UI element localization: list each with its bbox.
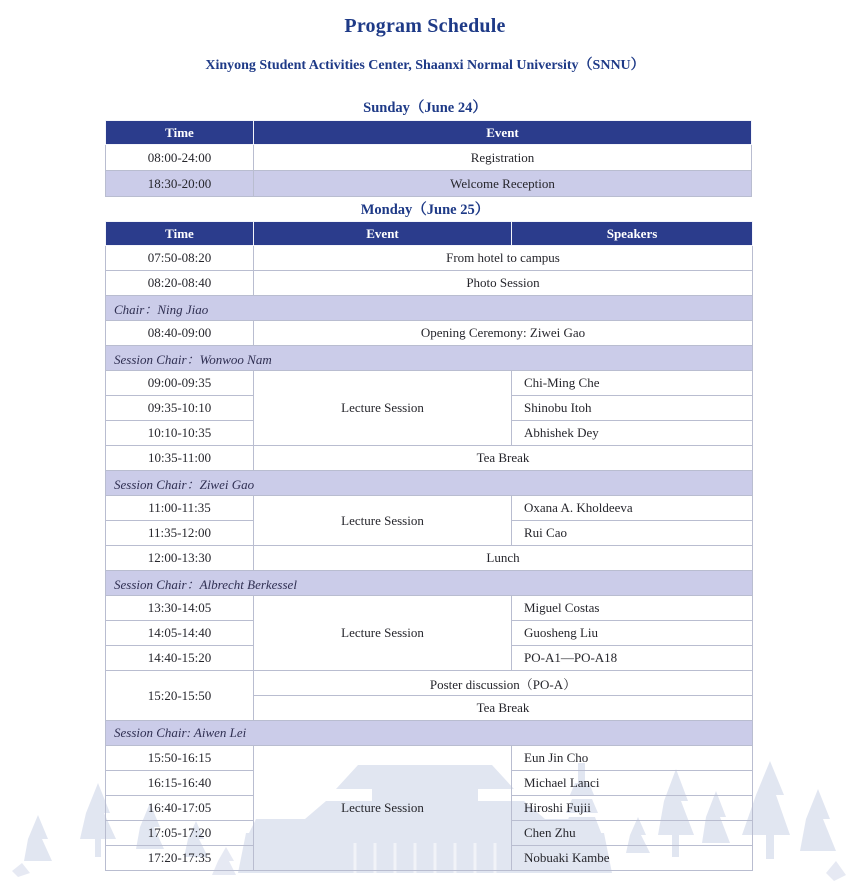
schedule-row <box>106 271 753 296</box>
time-cell: 10:10-10:35 <box>106 421 254 446</box>
speaker-cell: Hiroshi Fujii <box>512 796 753 821</box>
chair-cell: Session Chair: Aiwen Lei <box>106 721 753 746</box>
schedule-row <box>106 496 753 521</box>
speaker-cell: Abhishek Dey <box>512 421 753 446</box>
time-cell: 12:00-13:30 <box>106 546 254 571</box>
schedule-row <box>106 596 753 621</box>
schedule-row <box>106 546 753 571</box>
schedule-row <box>106 145 752 171</box>
speaker-cell: Oxana A. Kholdeeva <box>512 496 753 521</box>
session-cell: Lecture Session <box>254 746 512 871</box>
time-cell: 16:40-17:05 <box>106 796 254 821</box>
time-cell: 08:00-24:00 <box>106 145 254 171</box>
time-cell: 07:50-08:20 <box>106 246 254 271</box>
merged-cell: Tea Break <box>254 446 753 471</box>
schedule-row <box>106 321 753 346</box>
time-cell: 08:40-09:00 <box>106 321 254 346</box>
page-title: Program Schedule <box>344 15 506 37</box>
sunday-heading: Sunday（June 24） <box>363 100 487 116</box>
time-cell: 13:30-14:05 <box>106 596 254 621</box>
merged-cell: Registration <box>254 145 752 171</box>
merged-cell: Photo Session <box>254 271 753 296</box>
chair-row <box>106 721 753 746</box>
time-cell: 09:35-10:10 <box>106 396 254 421</box>
time-cell: 10:35-11:00 <box>106 446 254 471</box>
column-header-time: Time <box>106 222 254 246</box>
speaker-cell: Michael Lanci <box>512 771 753 796</box>
column-header-time: Time <box>106 121 254 145</box>
time-cell: 11:35-12:00 <box>106 521 254 546</box>
merged-cell: Lunch <box>254 546 753 571</box>
schedule-row <box>106 746 753 771</box>
chair-row <box>106 296 753 321</box>
schedule-row <box>106 246 753 271</box>
time-cell: 16:15-16:40 <box>106 771 254 796</box>
speaker-cell: Miguel Costas <box>512 596 753 621</box>
chair-row <box>106 346 753 371</box>
merged-cell: Poster discussion（PO-A） <box>254 671 753 696</box>
schedule-row <box>106 171 752 197</box>
speaker-cell: Nobuaki Kambe <box>512 846 753 871</box>
column-header-event: Event <box>254 222 512 246</box>
time-cell: 09:00-09:35 <box>106 371 254 396</box>
speaker-cell: Guosheng Liu <box>512 621 753 646</box>
header-row <box>106 121 752 145</box>
column-header-event: Event <box>254 121 752 145</box>
monday-schedule-table <box>105 221 753 871</box>
time-cell: 15:20-15:50 <box>106 671 254 721</box>
sunday-schedule-table <box>105 120 752 197</box>
chair-cell: Session Chair：Ziwei Gao <box>106 471 753 496</box>
merged-cell: From hotel to campus <box>254 246 753 271</box>
time-cell: 14:40-15:20 <box>106 646 254 671</box>
column-header-speakers: Speakers <box>512 222 753 246</box>
schedule-row <box>106 446 753 471</box>
monday-heading: Monday（June 25） <box>360 202 490 218</box>
speaker-cell: Chen Zhu <box>512 821 753 846</box>
time-cell: 15:50-16:15 <box>106 746 254 771</box>
time-cell: 11:00-11:35 <box>106 496 254 521</box>
chair-row <box>106 471 753 496</box>
speaker-cell: Shinobu Itoh <box>512 396 753 421</box>
session-cell: Lecture Session <box>254 596 512 671</box>
time-cell: 18:30-20:00 <box>106 171 254 197</box>
chair-cell: Chair：Ning Jiao <box>106 296 753 321</box>
schedule-row <box>106 371 753 396</box>
time-cell: 14:05-14:40 <box>106 621 254 646</box>
speaker-cell: PO-A1—PO-A18 <box>512 646 753 671</box>
speaker-cell: Eun Jin Cho <box>512 746 753 771</box>
speaker-cell: Chi-Ming Che <box>512 371 753 396</box>
merged-cell: Opening Ceremony: Ziwei Gao <box>254 321 753 346</box>
chair-cell: Session Chair：Wonwoo Nam <box>106 346 753 371</box>
page-subtitle: Xinyong Student Activities Center, Shaanxi Normal University（SNNU） <box>205 58 645 73</box>
header-row <box>106 222 753 246</box>
merged-cell: Tea Break <box>254 696 753 721</box>
time-cell: 17:05-17:20 <box>106 821 254 846</box>
schedule-row <box>106 671 753 696</box>
speaker-cell: Rui Cao <box>512 521 753 546</box>
document-content <box>0 15 850 871</box>
merged-cell: Welcome Reception <box>254 171 752 197</box>
time-cell: 08:20-08:40 <box>106 271 254 296</box>
session-cell: Lecture Session <box>254 371 512 446</box>
chair-cell: Session Chair：Albrecht Berkessel <box>106 571 753 596</box>
chair-row <box>106 571 753 596</box>
time-cell: 17:20-17:35 <box>106 846 254 871</box>
session-cell: Lecture Session <box>254 496 512 546</box>
